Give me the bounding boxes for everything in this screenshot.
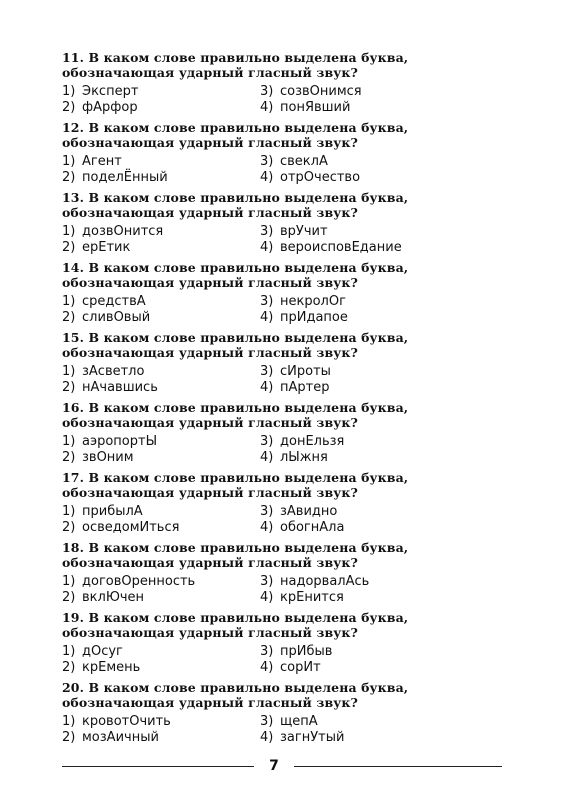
answer-option [260, 84, 502, 100]
option-word: сИроты [280, 364, 331, 379]
answer-option [62, 574, 260, 590]
option-word: прИдапое [280, 309, 348, 325]
option-word: вероисповЕдание [280, 239, 402, 255]
option-word: сливОвый [82, 309, 151, 325]
option-word: дОсуг [82, 644, 123, 659]
answer-options [62, 154, 502, 185]
option-word: обогнАла [280, 519, 345, 535]
option-word: надорвалАсь [280, 574, 370, 589]
answer-option [260, 660, 502, 676]
option-number: 3) [260, 504, 274, 519]
answer-option [260, 714, 502, 730]
answer-option [62, 660, 260, 676]
question-text: 13. В каком слове правильно выделена буква, обозначающая ударный гласный звук? [62, 190, 409, 220]
option-number: 4) [260, 659, 274, 675]
option-word: звОним [82, 449, 134, 465]
option-number: 2) [62, 659, 76, 675]
question-block [62, 260, 502, 330]
answer-option [62, 434, 260, 450]
option-number: 2) [62, 589, 76, 605]
answer-option [260, 310, 502, 326]
option-number: 3) [260, 84, 274, 99]
option-word: осведомИться [82, 519, 180, 535]
answer-option [260, 450, 502, 466]
answer-option [62, 520, 260, 536]
answer-option [260, 294, 502, 310]
option-word: пАртер [280, 379, 330, 395]
answer-option [260, 380, 502, 396]
question-block [62, 330, 502, 400]
option-word: Эксперт [82, 84, 139, 99]
answer-option [62, 380, 260, 396]
option-number: 3) [260, 644, 274, 659]
option-word: мозАичный [82, 729, 159, 745]
answer-option [62, 294, 260, 310]
question-block [62, 610, 502, 680]
option-word: отрОчество [280, 169, 361, 185]
question-text: 15. В каком слове правильно выделена буква, обозначающая ударный гласный звук? [62, 330, 409, 360]
answer-option [62, 644, 260, 660]
answer-option [62, 730, 260, 746]
option-word: дозвОнится [82, 224, 164, 239]
question-text: 17. В каком слове правильно выделена буква, обозначающая ударный гласный звук? [62, 470, 409, 500]
option-word: созвОнимся [280, 84, 362, 99]
question-text: 12. В каком слове правильно выделена буква, обозначающая ударный гласный звук? [62, 120, 409, 150]
option-number: 3) [260, 154, 274, 169]
answer-options [62, 294, 502, 325]
option-number: 4) [260, 449, 274, 465]
option-number: 4) [260, 589, 274, 605]
question-text: 18. В каком слове правильно выделена буква, обозначающая ударный гласный звук? [62, 540, 409, 570]
option-number: 2) [62, 519, 76, 535]
question-block [62, 540, 502, 610]
answer-options [62, 224, 502, 255]
option-word: лЫжня [280, 449, 328, 465]
answer-option [260, 644, 502, 660]
answer-options [62, 574, 502, 605]
question-block [62, 680, 502, 750]
option-word: крЕнится [280, 589, 344, 605]
answer-options [62, 504, 502, 535]
option-number: 4) [260, 169, 274, 185]
option-number: 3) [260, 224, 274, 239]
question-block [62, 470, 502, 540]
option-number: 1) [62, 224, 76, 239]
answer-option [62, 310, 260, 326]
question-block [62, 190, 502, 260]
option-word: сорИт [280, 659, 321, 675]
answer-option [62, 100, 260, 116]
option-word: Агент [82, 154, 122, 169]
option-word: нАчавшись [82, 379, 158, 395]
option-number: 1) [62, 574, 76, 589]
answer-options [62, 434, 502, 465]
option-number: 2) [62, 169, 76, 185]
question-text: 11. В каком слове правильно выделена буква, обозначающая ударный гласный звук? [62, 50, 409, 80]
option-word: фАрфор [82, 99, 138, 115]
question-block [62, 50, 502, 120]
answer-options [62, 364, 502, 395]
option-number: 2) [62, 239, 76, 255]
question-text: 19. В каком слове правильно выделена буква, обозначающая ударный гласный звук? [62, 610, 409, 640]
page-footer [62, 756, 502, 776]
answer-option [62, 224, 260, 240]
option-word: загнУтый [280, 729, 345, 745]
page-number: 7 [269, 758, 279, 774]
option-number: 1) [62, 154, 76, 169]
option-word: кровотОчить [82, 714, 171, 729]
option-number: 2) [62, 379, 76, 395]
option-word: крЕмень [82, 659, 141, 675]
option-word: средствА [82, 294, 146, 309]
question-list [62, 50, 502, 750]
footer-rule-right [294, 766, 502, 767]
answer-option [260, 224, 502, 240]
option-number: 2) [62, 99, 76, 115]
answer-option [62, 364, 260, 380]
option-number: 4) [260, 379, 274, 395]
answer-option [260, 590, 502, 606]
option-number: 3) [260, 364, 274, 379]
option-number: 4) [260, 729, 274, 745]
option-word: прИбыв [280, 644, 333, 659]
answer-option [62, 590, 260, 606]
option-number: 3) [260, 434, 274, 449]
option-word: понЯвший [280, 99, 351, 115]
answer-option [260, 170, 502, 186]
option-number: 4) [260, 99, 274, 115]
question-text: 14. В каком слове правильно выделена буква, обозначающая ударный гласный звук? [62, 260, 409, 290]
answer-options [62, 84, 502, 115]
option-word: аэропортЫ [82, 434, 158, 449]
answer-option [260, 574, 502, 590]
answer-option [260, 434, 502, 450]
option-number: 2) [62, 729, 76, 745]
answer-option [260, 364, 502, 380]
option-number: 1) [62, 714, 76, 729]
option-word: донЕльзя [280, 434, 345, 449]
option-number: 3) [260, 574, 274, 589]
option-word: щепА [280, 714, 318, 729]
option-word: договОренность [82, 574, 196, 589]
option-number: 4) [260, 239, 274, 255]
option-word: врУчит [280, 224, 328, 239]
answer-options [62, 714, 502, 745]
answer-option [62, 170, 260, 186]
option-number: 4) [260, 519, 274, 535]
option-number: 1) [62, 644, 76, 659]
option-number: 2) [62, 449, 76, 465]
answer-options [62, 644, 502, 675]
question-text: 20. В каком слове правильно выделена буква, обозначающая ударный гласный звук? [62, 680, 409, 710]
option-word: ерЕтик [82, 239, 131, 255]
question-block [62, 120, 502, 190]
option-word: прибылА [82, 504, 143, 519]
option-number: 1) [62, 504, 76, 519]
option-number: 3) [260, 714, 274, 729]
answer-option [260, 730, 502, 746]
footer-rule-left [62, 766, 254, 767]
answer-option [62, 450, 260, 466]
option-word: вклЮчен [82, 589, 145, 605]
option-word: зАвидно [280, 504, 338, 519]
answer-option [62, 84, 260, 100]
question-text: 16. В каком слове правильно выделена буква, обозначающая ударный гласный звук? [62, 400, 409, 430]
answer-option [260, 240, 502, 256]
answer-option [62, 504, 260, 520]
answer-option [260, 520, 502, 536]
answer-option [62, 714, 260, 730]
option-number: 2) [62, 309, 76, 325]
option-number: 1) [62, 84, 76, 99]
answer-option [260, 100, 502, 116]
option-number: 3) [260, 294, 274, 309]
question-block [62, 400, 502, 470]
answer-option [260, 154, 502, 170]
option-word: некролОг [280, 294, 346, 309]
answer-option [62, 240, 260, 256]
option-number: 4) [260, 309, 274, 325]
option-word: свеклА [280, 154, 328, 169]
option-word: поделЁнный [82, 169, 168, 185]
answer-option [260, 504, 502, 520]
option-number: 1) [62, 364, 76, 379]
answer-option [62, 154, 260, 170]
option-number: 1) [62, 434, 76, 449]
option-word: зАсветло [82, 364, 145, 379]
option-number: 1) [62, 294, 76, 309]
